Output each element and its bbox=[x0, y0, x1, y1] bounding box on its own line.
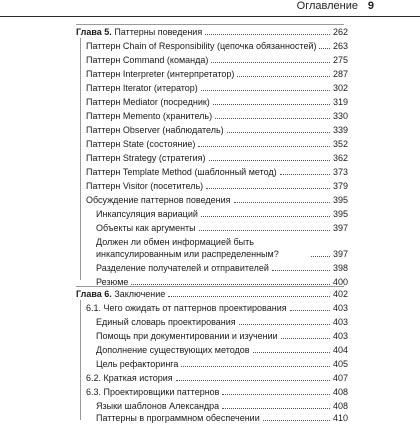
page-number: 287 bbox=[332, 69, 348, 79]
toc-subentry[interactable] bbox=[96, 316, 348, 328]
toc-entry-title: Паттерн Mediator (посредник) bbox=[86, 97, 210, 107]
toc-entry-title: Объекты как аргументы bbox=[96, 223, 196, 233]
dot-leader bbox=[222, 394, 330, 395]
toc-subentry[interactable] bbox=[96, 262, 348, 274]
dot-leader bbox=[176, 380, 330, 381]
dot-leader bbox=[237, 76, 330, 77]
toc-entry-title: Паттерн Memento (хранитель) bbox=[86, 111, 213, 121]
dot-leader bbox=[234, 202, 330, 203]
page-number: 407 bbox=[332, 373, 348, 383]
toc-entry[interactable] bbox=[86, 40, 348, 52]
toc-entry-title: Цель рефакторинга bbox=[96, 359, 179, 369]
toc-entry[interactable] bbox=[86, 110, 348, 122]
chapter-6-label: Глава 6. bbox=[76, 289, 112, 299]
page-number: 403 bbox=[332, 331, 348, 341]
dot-leader bbox=[198, 146, 330, 147]
chapter5-indent-line bbox=[80, 38, 81, 280]
toc-entry[interactable] bbox=[86, 152, 348, 164]
chapter-5-label: Глава 5. bbox=[76, 27, 112, 37]
toc-subentry[interactable] bbox=[96, 222, 348, 234]
page-number: 263 bbox=[332, 41, 348, 51]
toc-entry[interactable] bbox=[86, 54, 348, 66]
chapter-5-title: Паттерны поведения bbox=[114, 27, 203, 37]
dot-leader bbox=[253, 352, 330, 353]
toc-entry-title: Паттерн Iterator (итератор) bbox=[86, 83, 198, 93]
page-number: 330 bbox=[332, 111, 348, 121]
toc-entry-title: Разделение получателей и отправителей bbox=[96, 263, 269, 273]
toc-subentry[interactable] bbox=[96, 276, 348, 288]
toc-entry-title: Паттерн Observer (наблюдатель) bbox=[86, 125, 224, 135]
page-number: 362 bbox=[332, 153, 348, 163]
toc-subentry[interactable] bbox=[96, 400, 348, 412]
page-number: 410 bbox=[332, 413, 348, 423]
toc-entry-title: 6.3. Проектировщики паттернов bbox=[86, 387, 220, 397]
running-header-page-number: 9 bbox=[367, 0, 374, 12]
running-header bbox=[0, 0, 420, 17]
toc-entry-title: Паттерн Strategy (стратегия) bbox=[86, 153, 206, 163]
dot-leader bbox=[281, 338, 330, 339]
page-number: 398 bbox=[332, 263, 348, 273]
toc-entry-title: Единый словарь проектирования bbox=[96, 317, 236, 327]
page-number: 379 bbox=[332, 181, 348, 191]
dot-leader bbox=[227, 132, 330, 133]
toc-entry[interactable] bbox=[86, 138, 348, 150]
toc-entry[interactable] bbox=[86, 166, 348, 178]
chapter6-indent-line bbox=[80, 300, 81, 420]
toc-entry[interactable] bbox=[86, 82, 348, 94]
toc-entry-title: Паттерн Interpreter (интерпретатор) bbox=[86, 69, 235, 79]
dot-leader bbox=[222, 408, 330, 409]
dot-leader bbox=[205, 34, 330, 35]
toc-entry-title: Инкапсуляция вариаций bbox=[96, 209, 198, 219]
toc-entry-title: Паттерны в программном обеспечении bbox=[96, 413, 260, 423]
page-number: 404 bbox=[332, 345, 348, 355]
dot-leader bbox=[213, 104, 330, 105]
toc-subentry[interactable] bbox=[96, 330, 348, 342]
toc-entry[interactable] bbox=[86, 386, 348, 398]
page-number: 319 bbox=[332, 97, 348, 107]
toc-entry-title: Языки шаблонов Александра bbox=[96, 401, 220, 411]
toc-entry-title: Паттерн Visitor (посетитель) bbox=[86, 181, 204, 191]
toc-subentry[interactable] bbox=[96, 344, 348, 356]
page-number: 275 bbox=[332, 55, 348, 65]
toc-chapter-6[interactable] bbox=[76, 288, 348, 300]
toc-entry-title: Обсуждение паттернов поведения bbox=[86, 195, 231, 205]
toc-entry-title: Паттерн Command (команда) bbox=[86, 55, 209, 65]
dot-leader bbox=[199, 230, 330, 231]
dot-leader bbox=[319, 48, 329, 49]
toc-entry[interactable] bbox=[86, 96, 348, 108]
page-number: 339 bbox=[332, 125, 348, 135]
page-number: 397 bbox=[332, 223, 348, 233]
toc-entry-title: Должен ли обмен информацией быть инкапсулированным или распределенным? bbox=[96, 237, 279, 259]
toc-entry[interactable] bbox=[86, 124, 348, 136]
dot-leader bbox=[272, 270, 330, 271]
dot-leader bbox=[209, 160, 330, 161]
page-number: 405 bbox=[332, 359, 348, 369]
dot-leader bbox=[311, 256, 330, 257]
toc-entry-title: Резюме bbox=[96, 277, 129, 287]
dot-leader bbox=[201, 216, 330, 217]
toc-entry[interactable] bbox=[86, 302, 348, 314]
dot-leader bbox=[206, 188, 330, 189]
toc-chapter-5-text bbox=[76, 26, 202, 38]
page-number: 373 bbox=[332, 167, 348, 177]
page-number: 395 bbox=[332, 209, 348, 219]
page-number: 397 bbox=[332, 249, 348, 259]
toc-subentry[interactable] bbox=[96, 236, 348, 260]
page-number: 262 bbox=[332, 27, 348, 37]
page-number: 408 bbox=[332, 387, 348, 397]
dot-leader bbox=[201, 90, 330, 91]
dot-leader bbox=[215, 118, 330, 119]
toc-subentry[interactable] bbox=[96, 358, 348, 370]
toc-entry-title: Помощь при документировании и изучении bbox=[96, 331, 278, 341]
dot-leader bbox=[280, 174, 330, 175]
toc-entry-title: Дополнение существующих методов bbox=[96, 345, 250, 355]
toc-chapter-6-text bbox=[76, 288, 165, 300]
toc-entry-title: Паттерн Template Method (шаблонный метод) bbox=[86, 167, 277, 177]
toc-subentry[interactable] bbox=[96, 412, 348, 424]
dot-leader bbox=[239, 324, 330, 325]
toc-entry-title: Паттерн State (состояние) bbox=[86, 139, 196, 149]
dot-leader bbox=[181, 366, 330, 367]
toc-entry-title: 6.1. Чего ожидать от паттернов проектирования bbox=[86, 303, 287, 313]
page-number: 403 bbox=[332, 317, 348, 327]
toc-entry-title: Паттерн Chain of Responsibility (цепочка обязанностей) bbox=[86, 41, 317, 51]
chapter-6-title: Заключение bbox=[114, 289, 166, 299]
toc-subentry[interactable] bbox=[96, 208, 348, 220]
page-number: 352 bbox=[332, 139, 348, 149]
page-number: 408 bbox=[332, 401, 348, 411]
page-number: 302 bbox=[332, 83, 348, 93]
toc-chapter-5[interactable] bbox=[76, 26, 348, 38]
toc-entry[interactable] bbox=[86, 68, 348, 80]
toc-entry[interactable] bbox=[86, 372, 348, 384]
toc-entry[interactable] bbox=[86, 180, 348, 192]
dot-leader bbox=[131, 284, 330, 285]
toc-entry[interactable] bbox=[86, 194, 348, 206]
dot-leader bbox=[290, 310, 330, 311]
dot-leader bbox=[263, 420, 330, 421]
toc-entry-title: 6.2. Краткая история bbox=[86, 373, 173, 383]
page-number: 402 bbox=[332, 289, 348, 299]
page-number: 400 bbox=[332, 277, 348, 287]
running-header-title: Оглавление bbox=[296, 0, 358, 12]
dot-leader bbox=[168, 296, 330, 297]
dot-leader bbox=[211, 62, 330, 63]
page-number: 403 bbox=[332, 303, 348, 313]
page-number: 395 bbox=[332, 195, 348, 205]
chapter5-top-rule bbox=[76, 24, 344, 25]
